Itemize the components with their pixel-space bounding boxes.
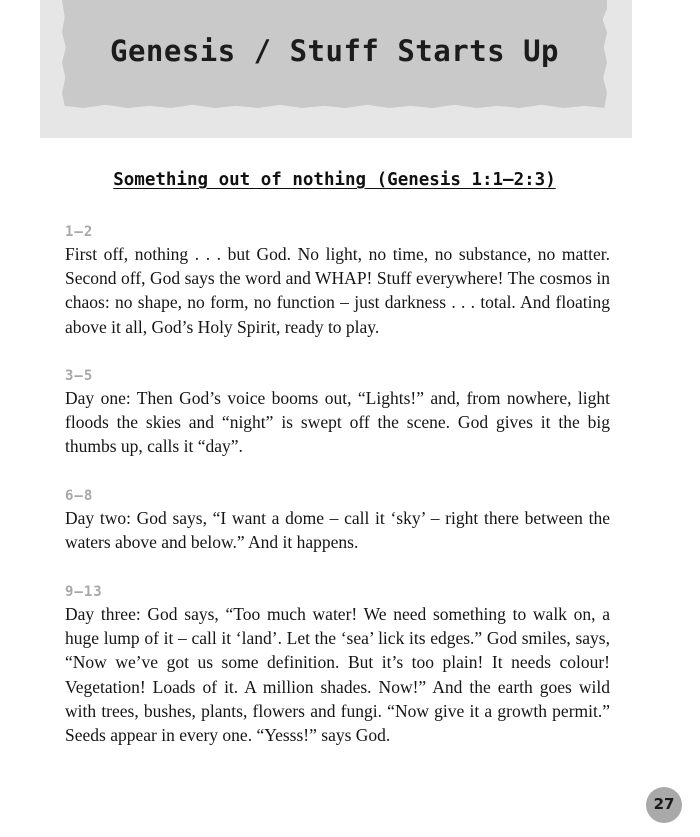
- verse-reference: 3–5: [65, 368, 94, 384]
- page-title: Genesis / Stuff Starts Up: [110, 34, 559, 68]
- verse-reference: 9–13: [65, 584, 103, 600]
- verse-text: Day two: God says, “I want a dome – call it ‘sky’ – right there between the waters above and below.” And it happens.: [65, 508, 610, 553]
- verse-text: Day one: Then God’s voice booms out, “Lights!” and, from nowhere, light floods the skies and “night” is swept off the scene. God gives it the big thumbs up, calls it “day”.: [65, 388, 610, 457]
- section-heading: Something out of nothing (Genesis 1:1–2:3): [113, 170, 556, 190]
- verse-section: [65, 486, 610, 554]
- page-number-badge: [646, 787, 682, 823]
- verse-reference: 1–2: [65, 224, 94, 240]
- verse-section: [65, 582, 610, 747]
- verse-text: Day three: God says, “Too much water! We need something to walk on, a huge lump of it – call it ‘land’. Let the ‘sea’ lick its edges.” God smiles, says, “Now we’ve got us some definition. But it’s too plain! It needs colour! Vegetation! Loads of it. A million shades. Now!” And the earth goes wild with trees, bushes, plants, flowers and fungi. “Now give it a growth permit.” Seeds appear in every one. “Yesss!” says God.: [65, 604, 610, 746]
- page-number: 27: [653, 795, 675, 813]
- verse-text: First off, nothing . . . but God. No light, no time, no substance, no matter. Second off, God says the word and WHAP! Stuff everywhere! The cosmos in chaos: no shape, no form, no function – just darkness . . . total. And floating above it all, God’s Holy Spirit, ready to play.: [65, 244, 610, 337]
- verse-section: [65, 366, 610, 459]
- verse-section: [65, 222, 610, 339]
- verse-reference: 6–8: [65, 488, 94, 504]
